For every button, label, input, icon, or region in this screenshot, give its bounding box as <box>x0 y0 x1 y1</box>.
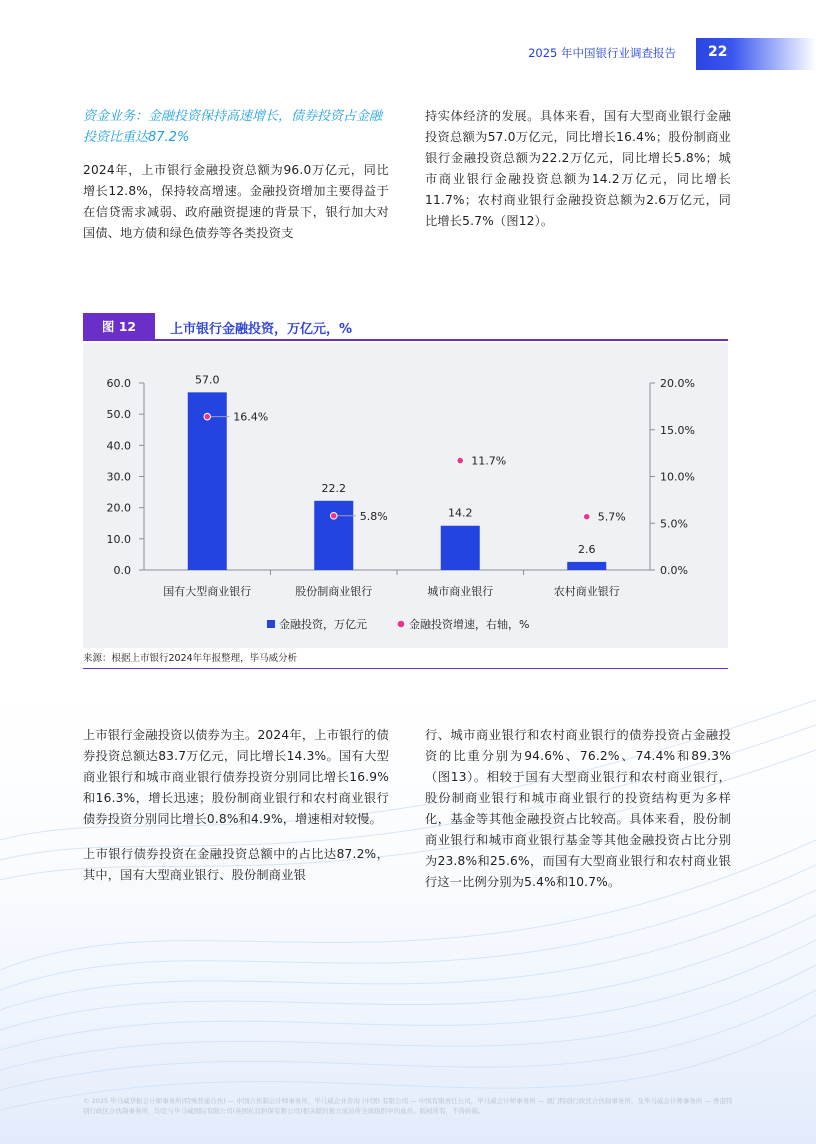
left-axis-tick-label: 50.0 <box>106 408 131 422</box>
left-axis-tick-label: 10.0 <box>106 532 131 546</box>
copyright-footer: © 2025 毕马威华振会计师事务所(特殊普通合伙) — 中国合伙制会计师事务所，毕马威企业咨询 (中国) 有限公司 — 中国有限责任公司，毕马威会计师事务所 — 澳门特别行政区合伙制事务所，及毕马威会计师事务所 — 香港特别行政区合伙制事务所，均是与毕马威国际有限公司(英国私营担保有限公司)相关联的独立成员所全球组织中的成员。版权所有，不得转载。 <box>83 1097 733 1115</box>
figure-title: 上市银行金融投资，万亿元，% <box>170 322 353 337</box>
x-axis-category-label: 国有大型商业银行 <box>163 585 252 598</box>
bar <box>567 562 606 570</box>
x-axis-category-label: 城市商业银行 <box>427 585 494 598</box>
body-paragraph: 持实体经济的发展。具体来看，国有大型商业银行金融投资总额为57.0万亿元，同比增长16.4%；股份制商业银行金融投资总额为22.2万亿元，同比增长5.8%；城市商业银行金融投资总额为14.2万亿元，同比增长11.7%；农村商业银行金融投资总额为2.6万亿元，同比增长5.7%（图12）。 <box>425 109 731 228</box>
left-axis-tick-label: 20.0 <box>106 501 131 515</box>
x-axis-category-label: 股份制商业银行 <box>295 585 373 598</box>
growth-data-label: 5.8% <box>359 509 388 523</box>
right-axis-tick-label: 10.0% <box>660 470 695 484</box>
figure-source: 来源：根据上市银行2024年年报整理，毕马威分析 <box>83 649 728 669</box>
bar-data-label: 2.6 <box>578 542 596 556</box>
left-axis-tick-label: 30.0 <box>106 470 131 484</box>
left-axis-tick-label: 60.0 <box>106 377 131 390</box>
bar <box>314 501 353 570</box>
right-column-bottom <box>425 725 731 893</box>
body-paragraph: 行、城市商业银行和农村商业银行的债券投资占金融投资的比重分别为94.6%、76.2%、74.4%和89.3%（图13）。相较于国有大型商业银行和农村商业银行，股份制商业银行和城市商业银行的投资结构更为多样化，基金等其他金融投资占比较高。具体来看，股份制商业银行和城市商业银行基金等其他金融投资占比分别为23.8%和25.6%，而国有大型商业银行和农村商业银行这一比例分别为5.4%和10.7%。 <box>425 728 731 889</box>
figure-header <box>83 313 728 341</box>
right-axis-tick-label: 0.0% <box>660 564 688 577</box>
bar <box>441 526 480 570</box>
legend-label-bar: 金融投资，万亿元 <box>279 618 367 631</box>
page-number-tab <box>696 38 816 70</box>
page-number: 22 <box>708 44 728 60</box>
body-paragraph: 上市银行债券投资在金融投资总额中的占比达87.2%，其中，国有大型商业银行、股份制商业银 <box>83 847 389 882</box>
growth-point <box>583 513 590 520</box>
figure-12 <box>83 313 728 668</box>
right-axis-tick-label: 5.0% <box>660 517 688 531</box>
left-axis-tick-label: 0.0 <box>113 564 131 577</box>
bar-data-label: 14.2 <box>448 506 473 520</box>
bar-data-label: 22.2 <box>321 481 346 495</box>
growth-data-label: 11.7% <box>471 454 507 468</box>
growth-data-label: 16.4% <box>233 410 269 424</box>
growth-point <box>330 512 337 519</box>
chart-area <box>83 343 728 648</box>
figure-tag: 图 12 <box>83 313 155 341</box>
right-axis-tick-label: 15.0% <box>660 423 695 437</box>
section-subheading: 资金业务：金融投资保持高速增长，债券投资占金融投资比重达87.2% <box>83 109 383 145</box>
growth-point <box>457 457 464 464</box>
legend-swatch-point <box>398 621 405 628</box>
x-axis-category-label: 农村商业银行 <box>553 585 620 598</box>
left-axis-tick-label: 40.0 <box>106 439 131 453</box>
legend-swatch-bar <box>267 620 275 628</box>
right-column-top <box>425 106 731 232</box>
right-axis-tick-label: 20.0% <box>660 377 695 390</box>
legend-label-point: 金融投资增速，右轴，% <box>409 618 530 631</box>
left-column-top <box>83 106 389 244</box>
growth-point <box>204 413 211 420</box>
bar-scatter-chart <box>83 343 728 648</box>
body-paragraph: 上市银行金融投资以债券为主。2024年，上市银行的债券投资总额达83.7万亿元，同比增长14.3%。国有大型商业银行和城市商业银行债券投资分别同比增长16.9%和16.3%，增长迅速；股份制商业银行和农村商业银行债券投资分别同比增长0.8%和4.9%，增速相对较慢。 <box>83 728 389 826</box>
report-title: 2025 年中国银行业调查报告 <box>528 46 676 60</box>
growth-data-label: 5.7% <box>597 510 626 524</box>
body-paragraph: 2024年，上市银行金融投资总额为96.0万亿元，同比增长12.8%，保持较高增速。金融投资增加主要得益于在信贷需求减弱、政府融资提速的背景下，银行加大对国债、地方债和绿色债券等各类投资支 <box>83 163 389 240</box>
left-column-bottom <box>83 725 389 886</box>
bar-data-label: 57.0 <box>195 373 220 387</box>
